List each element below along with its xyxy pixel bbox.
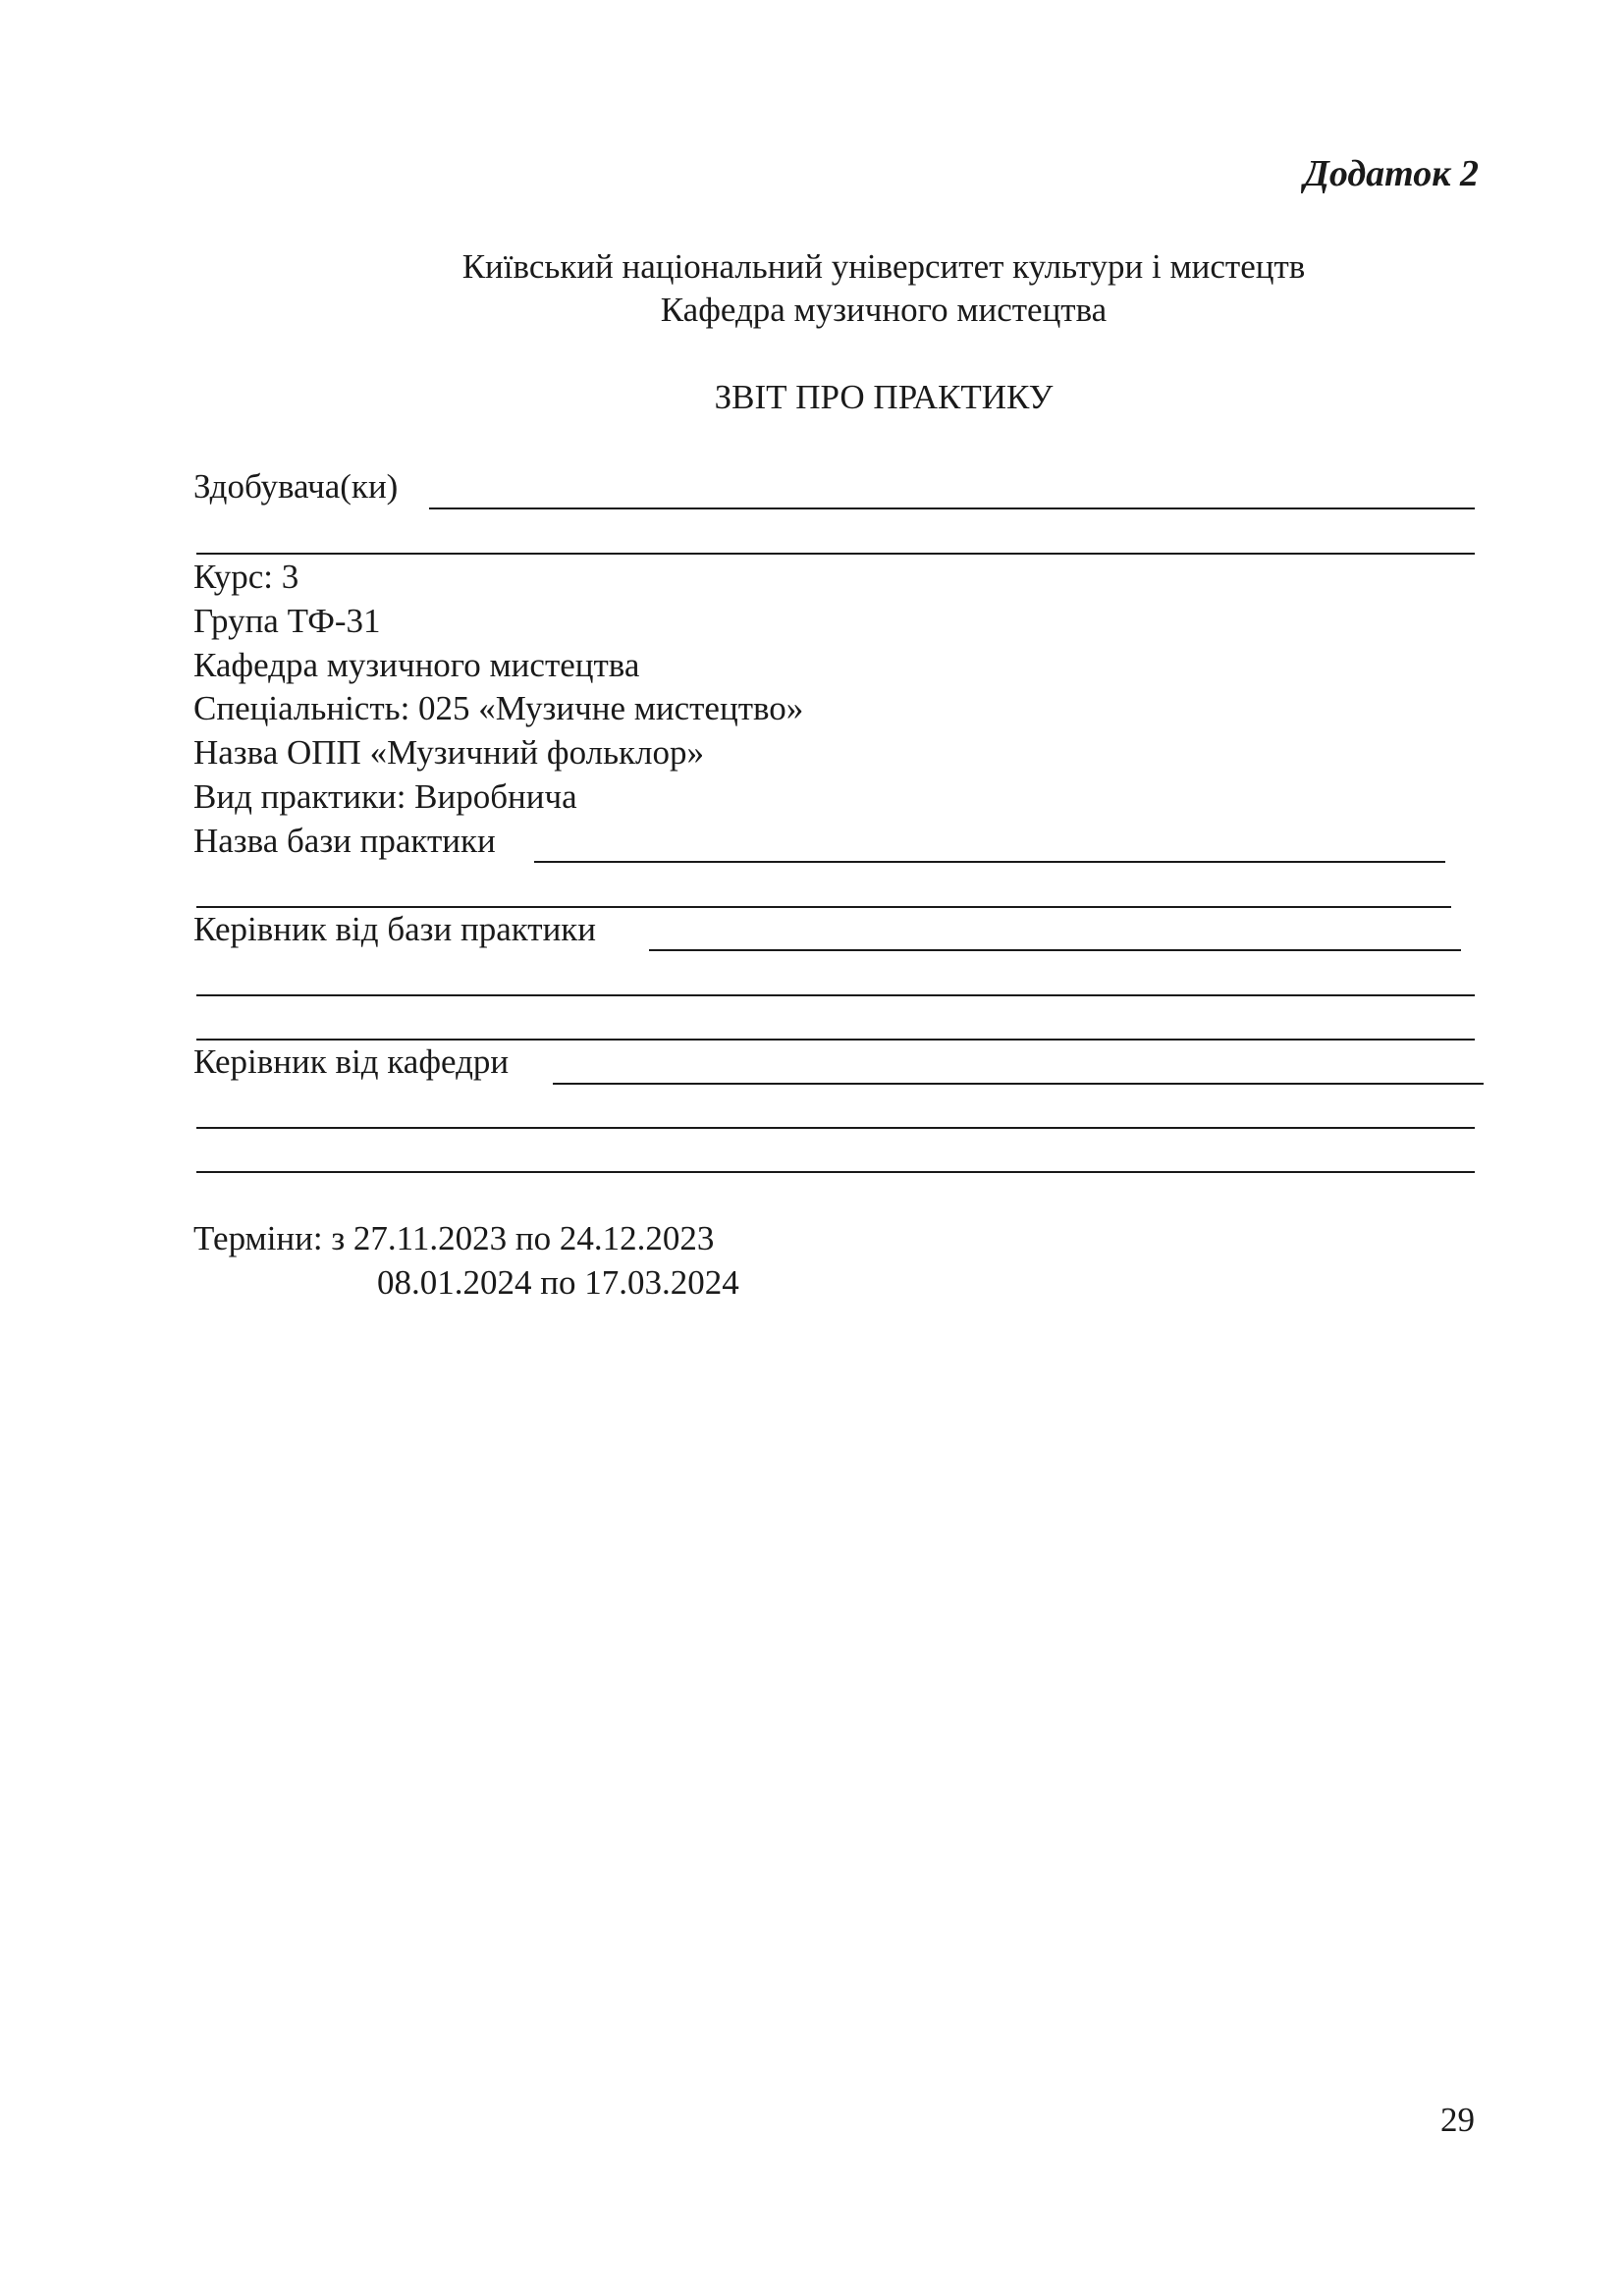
university-name: Київський національний університет культури і мистецтв — [461, 247, 1306, 286]
appendix-label: Додаток 2 — [1303, 153, 1479, 194]
course-line: Курс: 3 — [193, 558, 299, 596]
terms-line-1: Терміни: з 27.11.2023 по 24.12.2023 — [193, 1219, 715, 1257]
base-supervisor-label: Керівник від бази практики — [193, 910, 597, 948]
practice-type-line: Вид практики: Виробнича — [193, 777, 577, 816]
base-name-line — [534, 861, 1445, 863]
page-number: 29 — [1440, 2101, 1475, 2139]
specialty-line: Спеціальність: 025 «Музичне мистецтво» — [193, 689, 804, 727]
base-name-label: Назва бази практики — [193, 822, 496, 860]
student-name-line — [429, 507, 1475, 509]
report-title: ЗВІТ ПРО ПРАКТИКУ — [714, 378, 1054, 416]
department-name: Кафедра музичного мистецтва — [660, 291, 1108, 329]
base-supervisor-line-2 — [196, 994, 1475, 996]
department-supervisor-line-2 — [196, 1127, 1475, 1129]
department-supervisor-label: Керівник від кафедри — [193, 1042, 510, 1081]
department-supervisor-line-3 — [196, 1171, 1475, 1173]
department-supervisor-line — [553, 1083, 1484, 1085]
department-line: Кафедра музичного мистецтва — [193, 646, 640, 684]
terms-line-2: 08.01.2024 по 17.03.2024 — [377, 1263, 739, 1302]
program-line: Назва ОПП «Музичний фольклор» — [193, 733, 705, 772]
group-line: Група ТФ-31 — [193, 602, 381, 640]
base-supervisor-line — [649, 949, 1461, 951]
student-label: Здобувача(ки) — [193, 467, 399, 506]
student-name-line-2 — [196, 553, 1475, 555]
